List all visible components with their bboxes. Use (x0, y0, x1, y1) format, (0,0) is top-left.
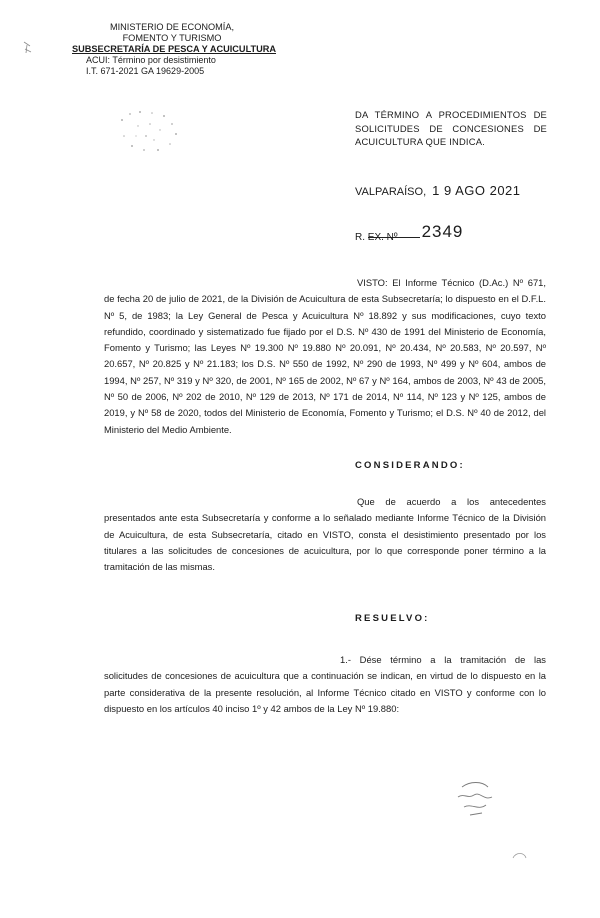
signature-stamp-icon (448, 775, 508, 825)
resuelvo-heading: RESUELVO: (355, 613, 430, 624)
official-seal-icon (110, 100, 190, 160)
letterhead (72, 22, 277, 77)
resolution-number (355, 222, 464, 245)
file-reference-line2: I.T. 671-2021 GA 19629-2005 (86, 66, 205, 76)
resuelvo-paragraph: 1.- Dése término a la tramitación de las solicitudes de concesiones de acuicultura que a continuación se indican, en virtud de lo dispuesto en la parte considerativa de la presente resolución, al Informe Técnico citado en VISTO y conforme con lo dispuesto en los artículos 40 inciso 1º y 42 ambos de la Ley Nº 19.880: (104, 654, 546, 714)
considerando-heading: CONSIDERANDO: (355, 460, 465, 471)
ministry-name-line2: FOMENTO Y TURISMO (122, 33, 222, 43)
ministry-name-line1: MINISTERIO DE ECONOMÍA, (109, 22, 235, 32)
place-and-date (355, 183, 521, 198)
resolution-date: 1 9 AGO 2021 (432, 183, 521, 198)
visto-paragraph: VISTO: El Informe Técnico (D.Ac.) Nº 671, de fecha 20 de julio de 2021, de la División de Acuicultura de esta Subsecretaría; lo dispuesto en el D.F.L. Nº 5, de 1983; la Ley General de Pesca y Acuicultura Nº 18.892 y sus modificaciones, cuyo texto refundido, coordinado y sistematizado fue fijado por el D.S. Nº 430 de 1991 del Ministerio de Economía, Fomento y Turismo; las Leyes Nº 19.300 Nº 19.880 Nº 20.091, Nº 20.434, Nº 20.583, Nº 20.597, Nº 20.657, Nº 20.825 y Nº 21.183; los D.S. Nº 550 de 1992, Nº 290 de 1993, Nº 499 y Nº 604, ambos de 1994, Nº 257, Nº 319 y Nº 320, de 2001, Nº 165 de 2002, Nº 67 y Nº 164, ambos de 2003, Nº 43 de 2005, Nº 50 de 2006, Nº 202 de 2010, Nº 129 de 2013, Nº 171 de 2014, Nº 114, Nº 123 y Nº 125, ambos de 2019, y Nº 58 de 2020, todos del Ministerio de Economía, Fomento y Turismo; el D.S. Nº 40 de 2012, del Ministerio del Medio Ambiente. (104, 277, 546, 435)
resolution-subject: DA TÉRMINO A PROCEDIMIENTOS DE SOLICITUDES DE CONCESIONES DE ACUICULTURA QUE INDICA. (355, 109, 547, 147)
margin-mark-icon (22, 40, 34, 56)
file-reference-line1: ACUI: Término por desistimiento (86, 55, 216, 65)
number-underline (368, 237, 420, 238)
city-name: VALPARAÍSO, (355, 186, 427, 198)
resolution-label: R. EX. Nº (355, 232, 398, 243)
stamp-mark-icon (510, 848, 530, 868)
subsecretaria-name: SUBSECRETARÍA DE PESCA Y ACUICULTURA (72, 44, 277, 54)
considerando-paragraph: Que de acuerdo a los antecedentes presentados ante esta Subsecretaría y conforme a lo señalado mediante Informe Técnico de la División de Acuicultura, de esta Subsecretaría, citado en VISTO, consta el desistimiento presentado por los titulares a las solicitudes de concesiones de acuicultura, por lo que corresponde poner término a la tramitación de las mismas. (104, 496, 546, 573)
resolution-number-value: 2349 (421, 222, 464, 241)
